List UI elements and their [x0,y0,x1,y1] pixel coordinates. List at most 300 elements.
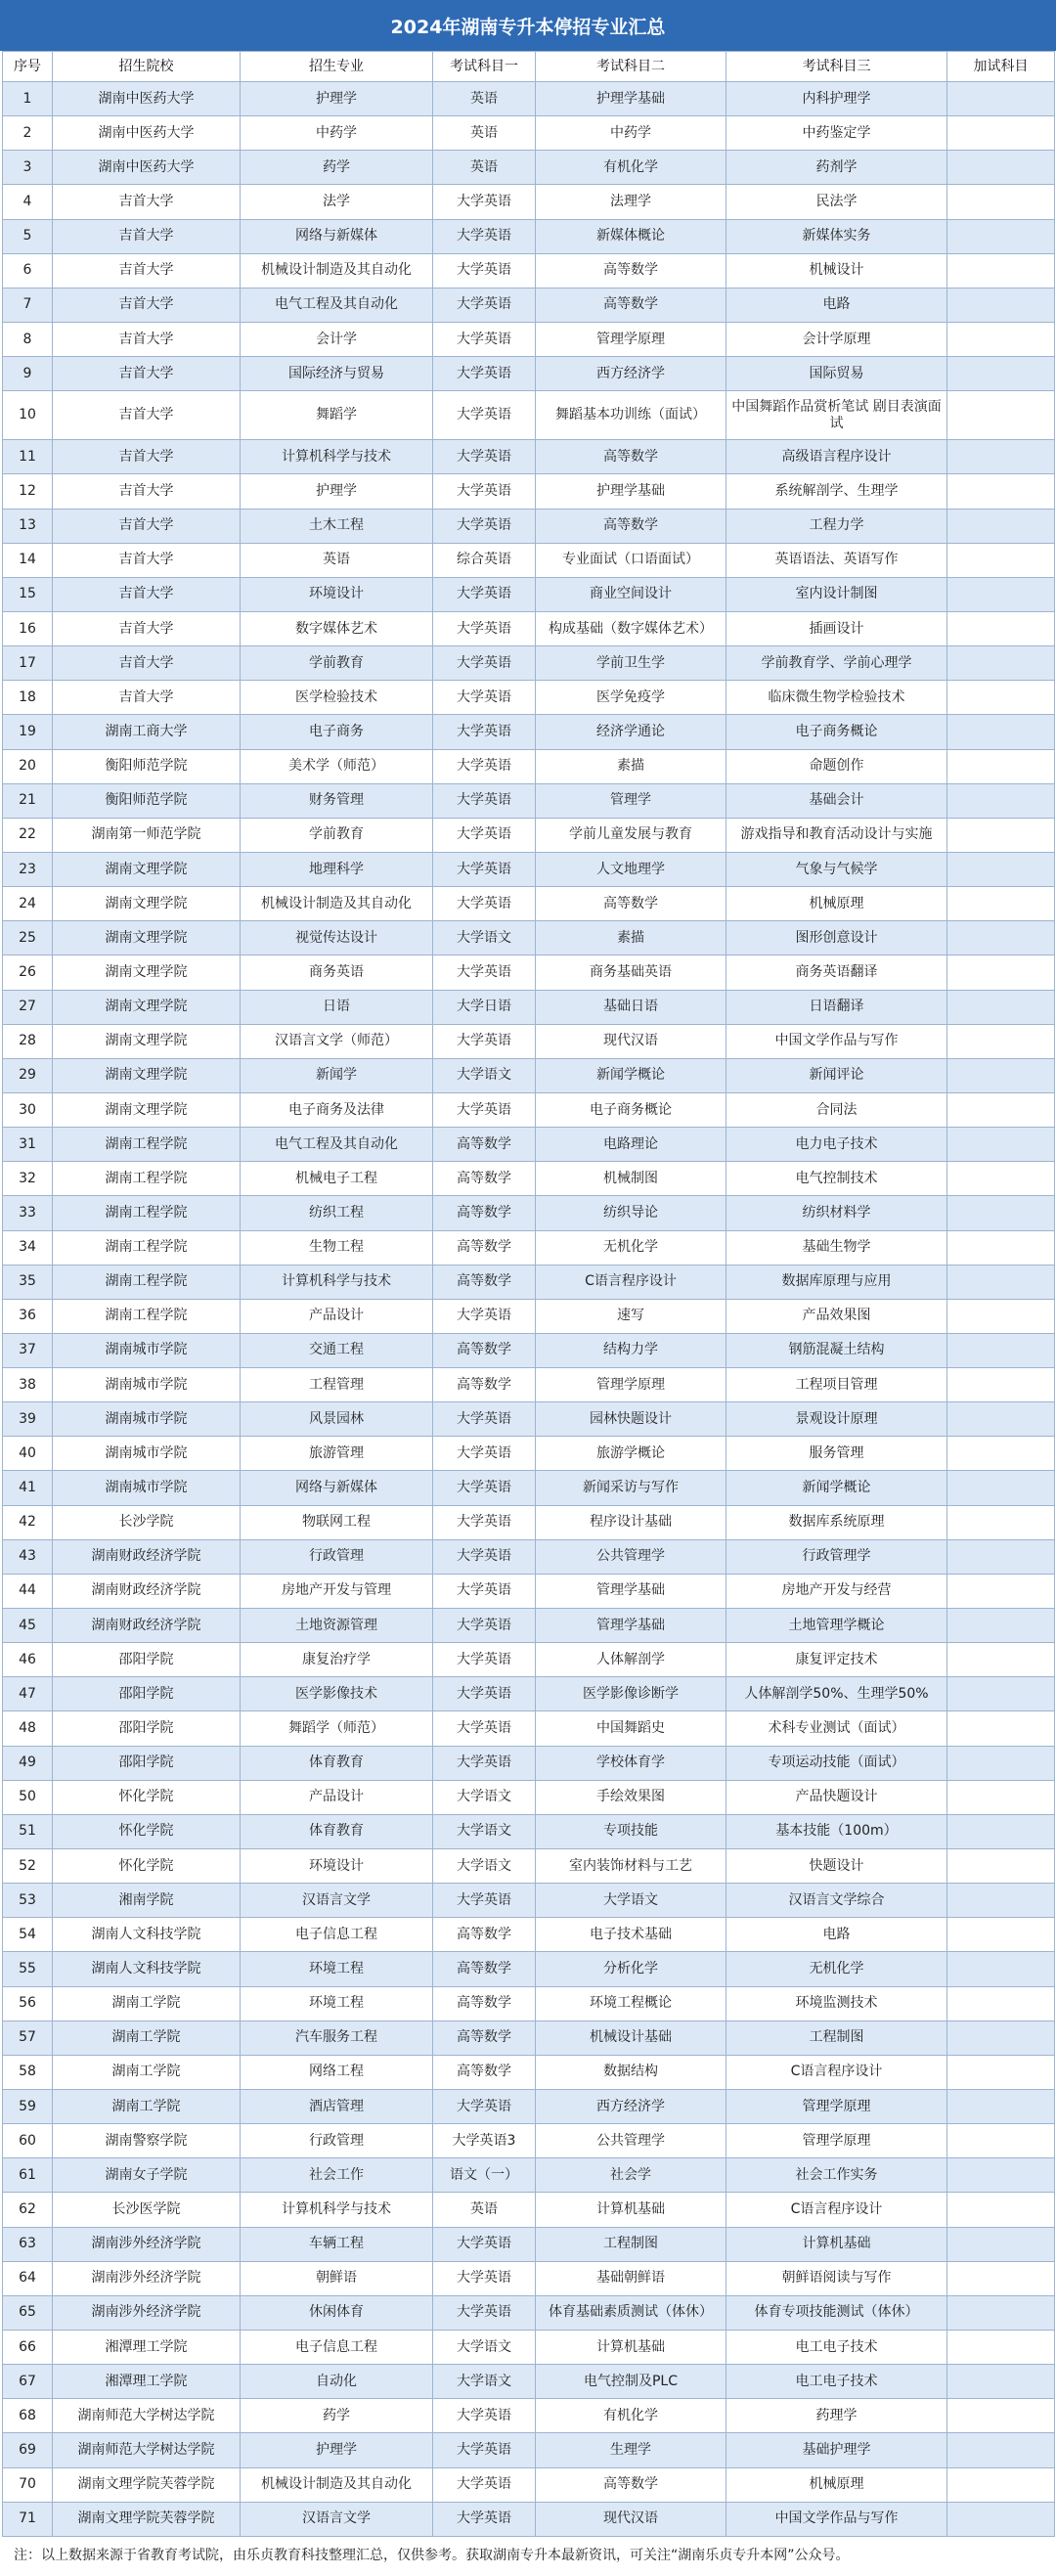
cell-subject-2: 中国舞蹈史 [536,1711,726,1746]
table-row [3,852,1055,886]
cell-major: 社会工作 [241,2158,433,2193]
cell-school: 湖南文理学院 [53,1024,241,1058]
cell-subject-1: 大学英语 [433,474,536,509]
cell-major: 自动化 [241,2365,433,2399]
cell-subject-1: 大学英语 [433,2227,536,2261]
cell-subject-2: 管理学原理 [536,322,726,356]
cell-subject-3: 药理学 [726,2399,947,2433]
cell-subject-2: 学前卫生学 [536,646,726,681]
cell-subject-2: 构成基础（数字媒体艺术） [536,611,726,645]
cell-subject-3: 图形创意设计 [726,921,947,955]
cell-major: 电子商务及法律 [241,1092,433,1127]
cell-major: 网络与新媒体 [241,1471,433,1505]
cell-subject-3: 基础生物学 [726,1230,947,1265]
cell-index: 33 [3,1196,53,1230]
cell-subject-3: C语言程序设计 [726,2055,947,2089]
cell-subject-2: 新闻采访与写作 [536,1471,726,1505]
cell-extra-subject [947,1918,1055,1952]
cell-extra-subject [947,1711,1055,1746]
table-row [3,2502,1055,2536]
cell-subject-2: 程序设计基础 [536,1505,726,1539]
cell-subject-3: 体育专项技能测试（体休） [726,2295,947,2330]
cell-extra-subject [947,151,1055,185]
cell-index: 22 [3,818,53,852]
cell-extra-subject [947,921,1055,955]
cell-school: 湖南女子学院 [53,2158,241,2193]
cell-extra-subject [947,749,1055,783]
cell-subject-2: 素描 [536,921,726,955]
cell-major: 药学 [241,151,433,185]
cell-subject-2: 高等数学 [536,509,726,543]
cell-school: 邵阳学院 [53,1643,241,1677]
cell-subject-3: 插画设计 [726,611,947,645]
cell-subject-3: 产品快题设计 [726,1780,947,1814]
cell-extra-subject [947,391,1055,440]
cell-subject-3: 气象与气候学 [726,852,947,886]
cell-extra-subject [947,1986,1055,2021]
cell-subject-1: 高等数学 [433,1918,536,1952]
table-row [3,2090,1055,2124]
cell-subject-3: 系统解剖学、生理学 [726,474,947,509]
cell-subject-3: 中国文学作品与写作 [726,2502,947,2536]
cell-index: 14 [3,543,53,577]
cell-index: 25 [3,921,53,955]
cell-school: 吉首大学 [53,509,241,543]
cell-extra-subject [947,577,1055,611]
cell-subject-1: 大学英语 [433,219,536,253]
majors-table [2,51,1055,2537]
cell-subject-2: 医学影像诊断学 [536,1677,726,1711]
cell-subject-2: 管理学 [536,783,726,818]
cell-subject-3: 中药鉴定学 [726,116,947,151]
cell-extra-subject [947,2158,1055,2193]
cell-subject-3: 高级语言程序设计 [726,440,947,474]
cell-subject-1: 大学英语 [433,509,536,543]
cell-subject-2: 新媒体概论 [536,219,726,253]
cell-school: 湖南文理学院 [53,887,241,921]
cell-subject-3: 新闻学概论 [726,1471,947,1505]
table-row [3,2399,1055,2433]
table-row [3,577,1055,611]
cell-school: 怀化学院 [53,1849,241,1884]
cell-school: 湖南工程学院 [53,1265,241,1299]
cell-subject-1: 大学英语 [433,1539,536,1574]
cell-subject-2: 有机化学 [536,2399,726,2433]
cell-index: 7 [3,288,53,322]
cell-subject-2: 旅游学概论 [536,1437,726,1471]
table-row [3,1711,1055,1746]
cell-extra-subject [947,357,1055,391]
cell-subject-2: 电气控制及PLC [536,2365,726,2399]
cell-subject-2: 管理学原理 [536,1368,726,1402]
cell-extra-subject [947,887,1055,921]
cell-subject-3: 内科护理学 [726,82,947,116]
cell-index: 1 [3,82,53,116]
cell-subject-3: C语言程序设计 [726,2193,947,2227]
table-header-row [3,52,1055,82]
cell-subject-2: 公共管理学 [536,1539,726,1574]
cell-index: 29 [3,1058,53,1092]
cell-index: 17 [3,646,53,681]
cell-subject-2: 医学免疫学 [536,681,726,715]
cell-extra-subject [947,1539,1055,1574]
header-index: 序号 [3,52,53,82]
cell-school: 湖南涉外经济学院 [53,2295,241,2330]
table-row [3,1505,1055,1539]
cell-subject-2: 速写 [536,1299,726,1333]
cell-extra-subject [947,2365,1055,2399]
cell-subject-1: 大学英语 [433,440,536,474]
cell-extra-subject [947,1024,1055,1058]
table-row [3,1643,1055,1677]
cell-index: 5 [3,219,53,253]
cell-subject-1: 大学英语 [433,322,536,356]
cell-subject-2: 工程制图 [536,2227,726,2261]
cell-index: 18 [3,681,53,715]
cell-index: 58 [3,2055,53,2089]
cell-subject-3: 工程力学 [726,509,947,543]
cell-major: 产品设计 [241,1299,433,1333]
cell-subject-2: 法理学 [536,185,726,219]
cell-subject-1: 高等数学 [433,1368,536,1402]
cell-subject-1: 大学语文 [433,2365,536,2399]
cell-school: 怀化学院 [53,1814,241,1848]
cell-subject-2: 西方经济学 [536,357,726,391]
cell-index: 42 [3,1505,53,1539]
cell-index: 40 [3,1437,53,1471]
cell-school: 衡阳师范学院 [53,783,241,818]
cell-index: 39 [3,1402,53,1437]
cell-subject-2: 舞蹈基本功训练（面试） [536,391,726,440]
cell-subject-2: 公共管理学 [536,2124,726,2158]
cell-subject-2: 管理学基础 [536,1574,726,1608]
cell-school: 湘南学院 [53,1884,241,1918]
table-row [3,783,1055,818]
cell-extra-subject [947,2193,1055,2227]
cell-index: 21 [3,783,53,818]
cell-major: 酒店管理 [241,2090,433,2124]
cell-subject-1: 大学语文 [433,1058,536,1092]
cell-extra-subject [947,1092,1055,1127]
cell-subject-1: 高等数学 [433,1986,536,2021]
cell-subject-1: 英语 [433,116,536,151]
cell-subject-2: 电子技术基础 [536,1918,726,1952]
cell-subject-3: 房地产开发与经营 [726,1574,947,1608]
cell-subject-2: 经济学通论 [536,715,726,749]
cell-subject-1: 大学英语 [433,783,536,818]
cell-school: 吉首大学 [53,357,241,391]
cell-index: 55 [3,1952,53,1986]
table-row [3,646,1055,681]
cell-subject-1: 高等数学 [433,1128,536,1162]
cell-index: 10 [3,391,53,440]
cell-major: 交通工程 [241,1333,433,1367]
cell-subject-3: 命题创作 [726,749,947,783]
cell-extra-subject [947,322,1055,356]
cell-major: 美术学（师范） [241,749,433,783]
cell-subject-2: 体育基础素质测试（体休） [536,2295,726,2330]
cell-index: 24 [3,887,53,921]
table-row [3,474,1055,509]
cell-index: 2 [3,116,53,151]
cell-school: 吉首大学 [53,646,241,681]
cell-index: 63 [3,2227,53,2261]
cell-major: 新闻学 [241,1058,433,1092]
cell-school: 湖南文理学院 [53,990,241,1024]
cell-subject-2: 有机化学 [536,151,726,185]
cell-index: 36 [3,1299,53,1333]
table-row [3,440,1055,474]
cell-subject-2: 现代汉语 [536,2502,726,2536]
cell-subject-3: 电路 [726,1918,947,1952]
cell-major: 网络与新媒体 [241,219,433,253]
cell-school: 湖南文理学院 [53,1058,241,1092]
cell-school: 湖南师范大学树达学院 [53,2433,241,2467]
cell-major: 商务英语 [241,955,433,990]
cell-major: 国际经济与贸易 [241,357,433,391]
cell-extra-subject [947,2295,1055,2330]
cell-school: 湖南财政经济学院 [53,1609,241,1643]
cell-subject-3: 汉语言文学综合 [726,1884,947,1918]
cell-major: 朝鲜语 [241,2261,433,2295]
cell-subject-1: 大学英语 [433,2502,536,2536]
cell-subject-2: 管理学基础 [536,1609,726,1643]
cell-extra-subject [947,1574,1055,1608]
cell-index: 23 [3,852,53,886]
cell-subject-3: 环境监测技术 [726,1986,947,2021]
cell-subject-1: 高等数学 [433,1333,536,1367]
cell-subject-3: 中国文学作品与写作 [726,1024,947,1058]
cell-extra-subject [947,1437,1055,1471]
cell-school: 湖南工程学院 [53,1299,241,1333]
cell-subject-2: 计算机基础 [536,2331,726,2365]
cell-school: 吉首大学 [53,288,241,322]
cell-subject-1: 大学语文 [433,1814,536,1848]
table-row [3,2021,1055,2055]
table-body [3,82,1055,2537]
cell-school: 邵阳学院 [53,1746,241,1780]
cell-subject-1: 英语 [433,151,536,185]
cell-major: 纺织工程 [241,1196,433,1230]
cell-subject-1: 大学英语 [433,646,536,681]
cell-subject-1: 大学英语 [433,253,536,288]
cell-major: 医学影像技术 [241,1677,433,1711]
cell-major: 学前教育 [241,646,433,681]
cell-subject-3: 机械原理 [726,2467,947,2502]
cell-major: 旅游管理 [241,1437,433,1471]
cell-subject-2: 无机化学 [536,1230,726,1265]
cell-major: 机械设计制造及其自动化 [241,2467,433,2502]
cell-index: 51 [3,1814,53,1848]
cell-school: 吉首大学 [53,543,241,577]
cell-subject-3: 人体解剖学50%、生理学50% [726,1677,947,1711]
cell-school: 湖南文理学院 [53,852,241,886]
cell-major: 英语 [241,543,433,577]
cell-subject-3: 民法学 [726,185,947,219]
table-row [3,219,1055,253]
cell-subject-1: 英语 [433,2193,536,2227]
cell-subject-3: 钢筋混凝土结构 [726,1333,947,1367]
cell-index: 8 [3,322,53,356]
cell-subject-3: 基础会计 [726,783,947,818]
cell-school: 吉首大学 [53,577,241,611]
table-row [3,391,1055,440]
cell-subject-1: 大学英语 [433,1746,536,1780]
cell-subject-2: 护理学基础 [536,474,726,509]
cell-subject-1: 大学英语 [433,1092,536,1127]
cell-subject-3: 电气控制技术 [726,1162,947,1196]
cell-school: 吉首大学 [53,440,241,474]
cell-subject-3: 电路 [726,288,947,322]
cell-major: 电子信息工程 [241,1918,433,1952]
cell-subject-1: 大学语文 [433,1780,536,1814]
table-row [3,253,1055,288]
cell-index: 9 [3,357,53,391]
cell-school: 湖南文理学院 [53,955,241,990]
cell-subject-1: 高等数学 [433,1952,536,1986]
header-subject-2: 考试科目二 [536,52,726,82]
cell-extra-subject [947,1402,1055,1437]
cell-index: 61 [3,2158,53,2193]
cell-major: 汽车服务工程 [241,2021,433,2055]
table-row [3,681,1055,715]
cell-extra-subject [947,1746,1055,1780]
cell-index: 15 [3,577,53,611]
cell-subject-2: 机械设计基础 [536,2021,726,2055]
cell-major: 土地资源管理 [241,1609,433,1643]
cell-school: 吉首大学 [53,185,241,219]
cell-index: 66 [3,2331,53,2365]
cell-major: 舞蹈学（师范） [241,1711,433,1746]
cell-school: 湖南中医药大学 [53,116,241,151]
cell-index: 4 [3,185,53,219]
cell-extra-subject [947,1884,1055,1918]
cell-school: 吉首大学 [53,219,241,253]
cell-school: 吉首大学 [53,611,241,645]
cell-subject-3: 数据库原理与应用 [726,1265,947,1299]
cell-subject-1: 大学英语 [433,1711,536,1746]
cell-subject-2: 学前儿童发展与教育 [536,818,726,852]
cell-subject-1: 大学英语 [433,1643,536,1677]
cell-index: 65 [3,2295,53,2330]
cell-index: 60 [3,2124,53,2158]
cell-index: 30 [3,1092,53,1127]
table-row [3,185,1055,219]
cell-subject-3: 药剂学 [726,151,947,185]
cell-extra-subject [947,646,1055,681]
cell-school: 湖南涉外经济学院 [53,2227,241,2261]
cell-subject-3: 新媒体实务 [726,219,947,253]
cell-subject-2: 计算机基础 [536,2193,726,2227]
cell-subject-3: 学前教育学、学前心理学 [726,646,947,681]
cell-subject-1: 大学英语 [433,955,536,990]
table-row [3,1437,1055,1471]
cell-major: 财务管理 [241,783,433,818]
cell-major: 护理学 [241,474,433,509]
table-row [3,2331,1055,2365]
cell-subject-3: 中国舞蹈作品赏析笔试 剧目表演面试 [726,391,947,440]
cell-subject-1: 大学英语 [433,887,536,921]
cell-extra-subject [947,1368,1055,1402]
cell-subject-1: 大学英语 [433,2090,536,2124]
cell-major: 护理学 [241,82,433,116]
cell-school: 湖南人文科技学院 [53,1918,241,1952]
cell-major: 电气工程及其自动化 [241,1128,433,1162]
cell-subject-2: 学校体育学 [536,1746,726,1780]
cell-major: 电气工程及其自动化 [241,288,433,322]
cell-major: 机械设计制造及其自动化 [241,253,433,288]
cell-extra-subject [947,1333,1055,1367]
cell-index: 54 [3,1918,53,1952]
cell-subject-2: 生理学 [536,2433,726,2467]
cell-major: 护理学 [241,2433,433,2467]
cell-school: 湖南工程学院 [53,1128,241,1162]
cell-extra-subject [947,783,1055,818]
cell-index: 52 [3,1849,53,1884]
cell-subject-3: 无机化学 [726,1952,947,1986]
cell-extra-subject [947,288,1055,322]
cell-index: 69 [3,2433,53,2467]
cell-index: 70 [3,2467,53,2502]
header-subject-3: 考试科目三 [726,52,947,82]
table-row [3,1196,1055,1230]
cell-school: 湖南工学院 [53,2021,241,2055]
cell-extra-subject [947,818,1055,852]
cell-index: 27 [3,990,53,1024]
cell-subject-2: 高等数学 [536,288,726,322]
table-row [3,1884,1055,1918]
cell-index: 45 [3,1609,53,1643]
cell-extra-subject [947,1643,1055,1677]
cell-extra-subject [947,1505,1055,1539]
cell-school: 湖南工学院 [53,1986,241,2021]
cell-index: 6 [3,253,53,288]
cell-subject-3: 合同法 [726,1092,947,1127]
cell-index: 26 [3,955,53,990]
table-row [3,2433,1055,2467]
cell-major: 风景园林 [241,1402,433,1437]
cell-school: 湘潭理工学院 [53,2331,241,2365]
cell-subject-1: 高等数学 [433,2021,536,2055]
cell-extra-subject [947,1058,1055,1092]
table-row [3,2295,1055,2330]
cell-subject-2: 大学语文 [536,1884,726,1918]
table-row [3,1368,1055,1402]
cell-school: 湖南人文科技学院 [53,1952,241,1986]
cell-subject-2: C语言程序设计 [536,1265,726,1299]
cell-subject-1: 大学英语 [433,1884,536,1918]
cell-school: 邵阳学院 [53,1711,241,1746]
table-row [3,2124,1055,2158]
table-row [3,1609,1055,1643]
cell-subject-1: 大学英语 [433,681,536,715]
cell-index: 47 [3,1677,53,1711]
table-row [3,1024,1055,1058]
cell-school: 湖南城市学院 [53,1437,241,1471]
cell-school: 衡阳师范学院 [53,749,241,783]
cell-school: 吉首大学 [53,681,241,715]
cell-school: 吉首大学 [53,474,241,509]
cell-subject-1: 大学日语 [433,990,536,1024]
cell-extra-subject [947,1677,1055,1711]
cell-subject-1: 英语 [433,82,536,116]
table-row [3,322,1055,356]
cell-index: 53 [3,1884,53,1918]
cell-extra-subject [947,1780,1055,1814]
cell-extra-subject [947,2261,1055,2295]
cell-subject-3: 电子商务概论 [726,715,947,749]
cell-subject-2: 素描 [536,749,726,783]
